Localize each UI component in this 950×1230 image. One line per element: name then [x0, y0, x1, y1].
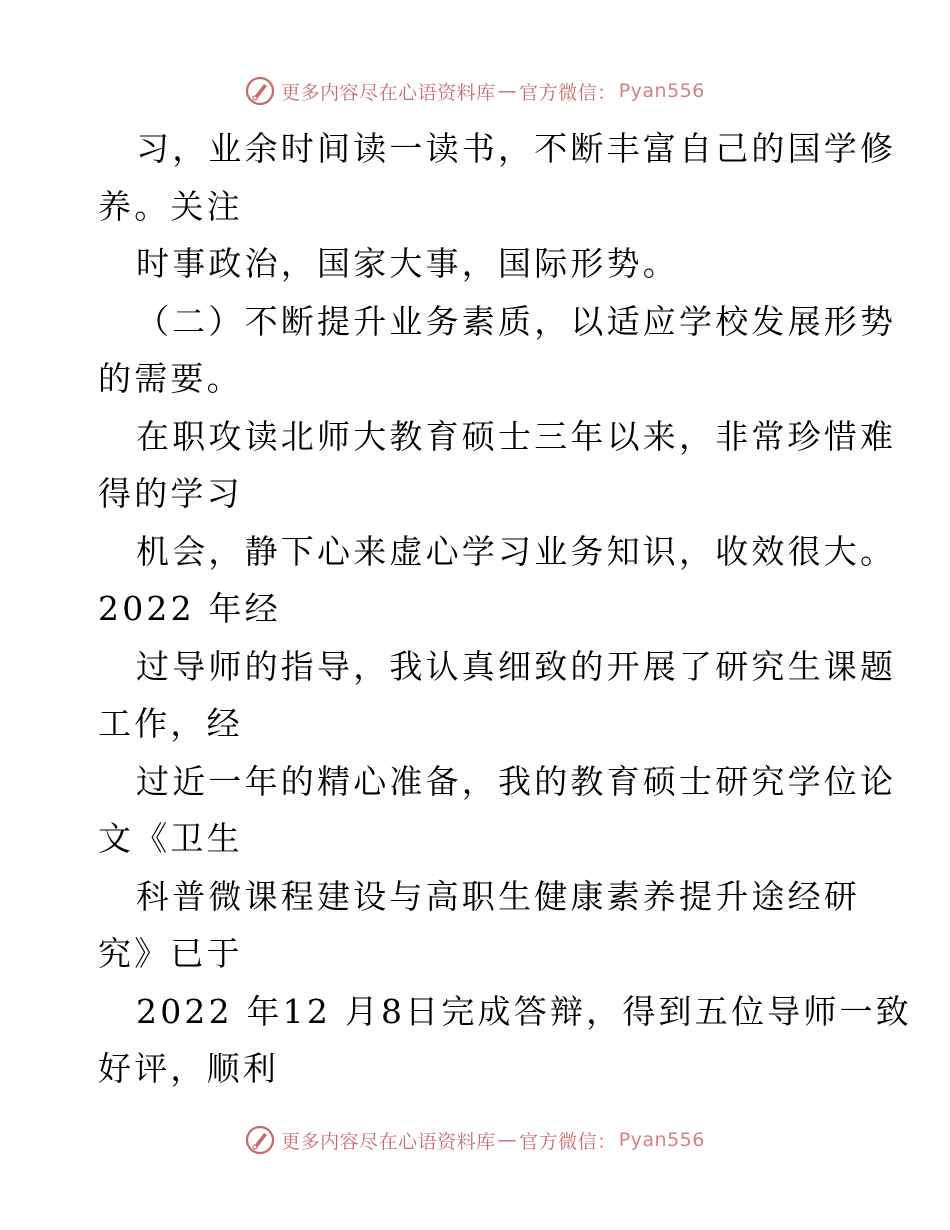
watermark-separator: — — [497, 80, 518, 102]
pen-logo-icon — [245, 1125, 275, 1155]
text-line: 机会，静下心来虚心学习业务知识，收效很大。 — [136, 531, 897, 571]
text-line: 习，业余时间读一读书，不断丰富自己的国学修 — [136, 129, 897, 168]
text-line: 2022 年经 — [98, 589, 281, 628]
text-line: 2022 年12 月8日完成答辩，得到五位导师一致 — [136, 991, 912, 1031]
watermark-footer — [0, 1120, 950, 1160]
text-line: 究》已于 — [98, 934, 243, 973]
watermark-wechat-id: Pyan556 — [618, 1129, 705, 1151]
text-line: 文《卫生 — [98, 819, 243, 858]
text-line: 在职攻读北师大教育硕士三年以来，非常珍惜难 — [136, 416, 897, 456]
watermark-header — [0, 71, 950, 111]
text-line: 养。关注 — [98, 186, 243, 226]
text-line: 科普微课程建设与高职生健康素养提升途经研 — [136, 876, 860, 916]
text-line: 工作，经 — [98, 704, 243, 743]
watermark-wechat-label: 官方微信： — [519, 81, 617, 104]
watermark-wechat-id: Pyan556 — [618, 80, 705, 102]
section-heading: （二）不断提升业务素质，以适应学校发展形势 — [136, 301, 897, 341]
text-line: 的需要。 — [98, 359, 243, 398]
text-line: 得的学习 — [98, 474, 243, 513]
watermark-wechat-label: 官方微信： — [519, 1130, 617, 1153]
document-body — [98, 120, 912, 1098]
pen-logo-icon — [245, 76, 275, 106]
text-line: 过导师的指导，我认真细致的开展了研究生课题 — [136, 646, 897, 686]
text-line: 过近一年的精心准备，我的教育硕士研究学位论 — [136, 761, 897, 801]
watermark-separator: — — [497, 1129, 518, 1151]
watermark-main-text: 更多内容尽在心语资料库 — [281, 1130, 496, 1153]
text-line: 时事政治，国家大事，国际形势。 — [136, 244, 679, 283]
watermark-main-text: 更多内容尽在心语资料库 — [281, 81, 496, 104]
text-line: 好评，顺利 — [98, 1049, 279, 1088]
